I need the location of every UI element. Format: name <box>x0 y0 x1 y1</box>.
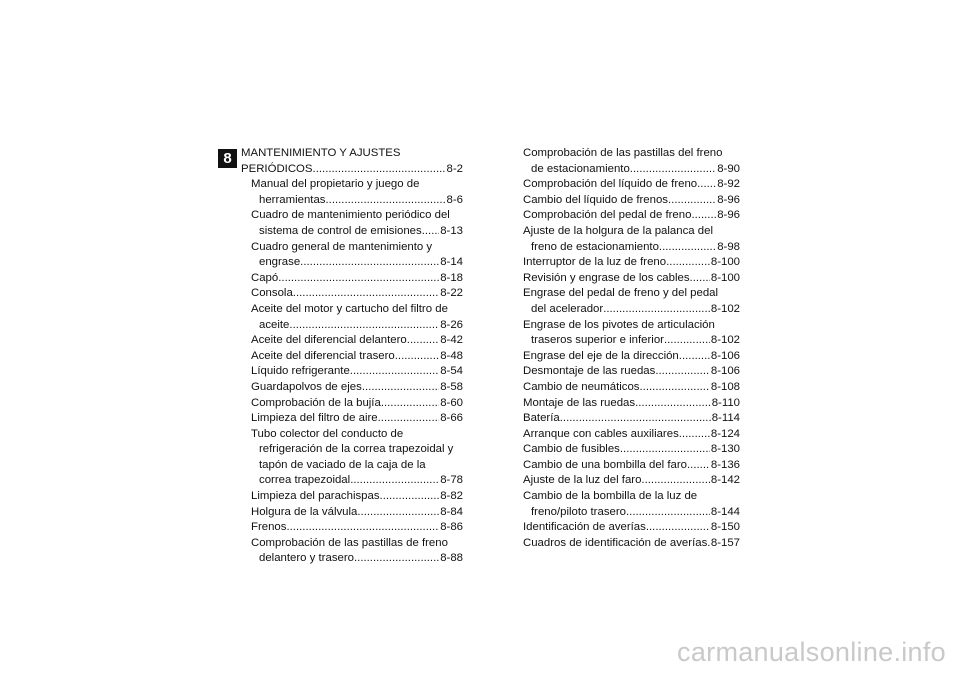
toc-entry-text: Cuadro general de mantenimiento y <box>251 240 433 253</box>
toc-entry[interactable] <box>241 505 463 521</box>
toc-entry-last-line <box>251 396 463 412</box>
dot-leader <box>350 364 439 380</box>
toc-entry[interactable] <box>523 536 740 552</box>
dot-leader <box>690 271 710 287</box>
toc-entry-last-line <box>251 364 463 380</box>
toc-entry-last-line <box>251 271 463 287</box>
toc-entry-text: delantero y trasero <box>259 552 354 565</box>
toc-entry-last-line <box>523 411 740 427</box>
toc-entry-text: Limpieza del parachispas <box>251 490 380 503</box>
toc-entry-text: Cambio de una bombilla del faro <box>523 458 687 471</box>
toc-entry-page-number: 8-14 <box>440 256 463 269</box>
dot-leader <box>300 255 439 271</box>
toc-entry-page-number: 8-144 <box>710 505 740 518</box>
dot-leader <box>313 162 446 178</box>
toc-entry-text: tapón de vaciado de la caja de la <box>259 458 426 471</box>
toc-entry-page-number: 8-114 <box>711 412 740 425</box>
toc-entry-text: Aceite del motor y cartucho del filtro de <box>251 302 448 315</box>
toc-entry-last-line <box>251 473 463 489</box>
toc-entry-page-number: 8-84 <box>440 505 463 518</box>
toc-entry-page-number: 8-58 <box>440 380 463 393</box>
dot-leader <box>289 318 439 334</box>
dot-leader <box>655 364 710 380</box>
toc-entry-page-number: 8-13 <box>440 224 463 237</box>
dot-leader <box>626 505 710 521</box>
toc-entry-last-line <box>523 162 740 178</box>
toc-entry-page-number: 8-130 <box>710 443 740 456</box>
toc-entry-text: Comprobación de la bujía <box>251 396 381 409</box>
toc-entry-last-line <box>523 302 740 318</box>
toc-entry[interactable] <box>241 427 463 489</box>
toc-entry-text: Revisión y engrase de los cables <box>523 271 690 284</box>
toc-entry-page-number: 8-100 <box>710 256 740 269</box>
toc-entry-text: Comprobación de las pastillas del freno <box>523 147 723 159</box>
watermark: carmanualsonline.info <box>677 637 946 667</box>
toc-entry[interactable] <box>523 255 740 271</box>
toc-entry-text: Cambio de la bombilla de la luz de <box>523 490 698 503</box>
dot-leader <box>381 396 439 412</box>
dot-leader <box>422 224 439 240</box>
toc-entry-text: refrigeración de la correa trapezoidal y <box>259 443 454 456</box>
toc-entry[interactable] <box>523 193 740 209</box>
toc-entry-text: Limpieza del filtro de aire <box>251 412 378 425</box>
dot-leader <box>560 411 711 427</box>
toc-entry[interactable] <box>241 396 463 412</box>
toc-entry-text: Ajuste de la holgura de la palanca del <box>523 224 713 237</box>
toc-entry[interactable] <box>523 318 740 349</box>
toc-entry-page-number: 8-48 <box>440 349 463 362</box>
toc-entry-last-line <box>523 458 740 474</box>
toc-entry-text: Capó <box>251 271 279 284</box>
toc-entry-last-line <box>251 286 463 302</box>
toc-entry-last-line <box>251 489 463 505</box>
toc-entry-page-number: 8-22 <box>440 287 463 300</box>
toc-entry-last-line <box>251 505 463 521</box>
toc-entry-page-number: 8-124 <box>710 427 740 440</box>
toc-section-heading[interactable] <box>241 146 463 177</box>
toc-entry[interactable] <box>523 520 740 536</box>
toc-entry-page-number: 8-157 <box>710 536 740 549</box>
toc-entry[interactable] <box>241 520 463 536</box>
toc-entry-page-number: 8-108 <box>710 380 740 393</box>
toc-entry-page-number: 8-96 <box>717 193 740 206</box>
heading-line-1: MANTENIMIENTO Y AJUSTES <box>241 147 401 159</box>
toc-entry-page-number: 8-106 <box>710 349 740 362</box>
dot-leader <box>357 505 439 521</box>
toc-entry-last-line <box>251 255 463 271</box>
toc-entry-text: Tubo colector del conducto de <box>251 427 404 440</box>
toc-entry[interactable] <box>523 427 740 443</box>
toc-entry-last-line <box>523 255 740 271</box>
toc-entry-text: Guardapolvos de ejes <box>251 380 362 393</box>
toc-entry-last-line <box>523 396 740 412</box>
toc-entry-last-line <box>523 505 740 521</box>
toc-entry[interactable] <box>523 271 740 287</box>
toc-entry-last-line <box>251 333 463 349</box>
toc-entry-text: engrase <box>259 256 301 269</box>
toc-entry[interactable] <box>523 473 740 489</box>
toc-entry-last-line <box>251 520 463 536</box>
toc-entry-page-number: 8-136 <box>710 458 740 471</box>
toc-entry-page-number: 8-86 <box>440 521 463 534</box>
toc-entry-page-number: 8-92 <box>717 178 740 191</box>
toc-entry-last-line <box>523 427 740 443</box>
dot-leader <box>378 411 440 427</box>
toc-entry-text: del acelerador <box>531 302 604 315</box>
toc-right-column <box>523 146 740 551</box>
toc-entry[interactable] <box>241 240 463 271</box>
toc-entry-last-line <box>251 349 463 365</box>
toc-entry[interactable] <box>241 333 463 349</box>
toc-entry-text: Interruptor de la luz de freno <box>523 256 667 269</box>
toc-entry[interactable] <box>241 380 463 396</box>
toc-entry-page-number: 8-90 <box>717 162 740 175</box>
toc-entry-last-line <box>523 208 740 224</box>
toc-entry-text: Aceite del diferencial trasero <box>251 349 395 362</box>
toc-entry-text: Montaje de las ruedas <box>523 396 636 409</box>
toc-entry-page-number: 8-54 <box>440 365 463 378</box>
toc-entry-text: Manual del propietario y juego de <box>251 178 420 191</box>
toc-entry-page-number: 8-42 <box>440 334 463 347</box>
toc-entry-page-number: 8-26 <box>440 318 463 331</box>
toc-entry-text: Ajuste de la luz del faro <box>523 474 642 487</box>
toc-entry-page-number: 8-150 <box>710 521 740 534</box>
toc-entry-page-number: 8-82 <box>440 490 463 503</box>
toc-entry-text: de estacionamiento <box>531 162 630 175</box>
toc-entry-page-number: 8-142 <box>710 474 740 487</box>
dot-leader <box>664 333 710 349</box>
toc-entry-last-line <box>523 380 740 396</box>
toc-entry-page-number: 8-98 <box>717 240 740 253</box>
toc-entry[interactable] <box>241 489 463 505</box>
toc-entry-text: Engrase del pedal de freno y del pedal <box>523 287 719 300</box>
toc-entry[interactable] <box>523 177 740 193</box>
toc-entry-text: Cuadros de identificación de averías <box>523 536 708 549</box>
toc-entry-page-number: 8-106 <box>710 365 740 378</box>
toc-entry-text: Identificación de averías <box>523 521 646 534</box>
toc-entry[interactable] <box>523 364 740 380</box>
toc-left-entries <box>241 177 463 567</box>
toc-entry[interactable] <box>241 208 463 239</box>
toc-entry-page-number: 8-18 <box>440 271 463 284</box>
dot-leader <box>691 208 716 224</box>
toc-entry-last-line <box>251 318 463 334</box>
toc-entry-text: Arranque con cables auxiliares <box>523 427 679 440</box>
dot-leader <box>659 240 716 256</box>
toc-entry-last-line <box>523 536 740 552</box>
toc-entry[interactable] <box>241 302 463 333</box>
toc-entry-text: Holgura de la válvula <box>251 505 358 518</box>
toc-entry-page-number: 8-102 <box>710 302 740 315</box>
toc-entry-last-line <box>523 271 740 287</box>
toc-entry-last-line <box>523 177 740 193</box>
toc-entry-page-number: 8-78 <box>440 474 463 487</box>
dot-leader <box>293 286 439 302</box>
toc-entry[interactable] <box>523 380 740 396</box>
toc-entry-text: Líquido refrigerante <box>251 365 350 378</box>
dot-leader <box>620 442 710 458</box>
toc-entry-last-line <box>523 520 740 536</box>
dot-leader <box>668 193 716 209</box>
toc-entry-text: sistema de control de emisiones <box>259 224 422 237</box>
dot-leader <box>278 271 439 287</box>
toc-entry-page-number: 8-6 <box>446 193 463 206</box>
toc-entry[interactable] <box>241 349 463 365</box>
heading-text: PERIÓDICOS <box>241 162 313 175</box>
dot-leader <box>603 302 710 318</box>
toc-entry-last-line <box>523 240 740 256</box>
toc-entry-last-line <box>523 364 740 380</box>
toc-entry-last-line <box>251 224 463 240</box>
toc-entry[interactable] <box>241 271 463 287</box>
dot-leader <box>286 520 439 536</box>
toc-entry[interactable] <box>523 458 740 474</box>
toc-entry-text: herramientas <box>259 193 326 206</box>
chapter-tab: 8 <box>218 149 237 168</box>
toc-entry-text: freno de estacionamiento <box>531 240 659 253</box>
dot-leader <box>640 380 710 396</box>
toc-entry-page-number: 8-110 <box>711 396 740 409</box>
toc-entry[interactable] <box>523 489 740 520</box>
heading-page-number: 8-2 <box>446 162 463 175</box>
dot-leader <box>679 349 710 365</box>
toc-entry-text: Consola <box>251 287 293 300</box>
heading-line-2 <box>241 162 463 178</box>
toc-entry[interactable] <box>523 349 740 365</box>
dot-leader <box>354 551 439 567</box>
toc-entry[interactable] <box>523 208 740 224</box>
toc-left-column <box>241 146 463 567</box>
toc-entry-text: Cuadro de mantenimiento periódico del <box>251 209 450 222</box>
toc-entry-last-line <box>251 551 463 567</box>
toc-entry-text: Comprobación de las pastillas de freno <box>251 536 448 549</box>
toc-entry[interactable] <box>241 177 463 208</box>
dot-leader <box>407 333 439 349</box>
dot-leader <box>697 177 716 193</box>
toc-entry[interactable] <box>523 442 740 458</box>
toc-entry-page-number: 8-102 <box>710 334 740 347</box>
toc-entry[interactable] <box>241 286 463 302</box>
toc-entry-last-line <box>523 193 740 209</box>
toc-entry-last-line <box>251 411 463 427</box>
toc-entry-text: Desmontaje de las ruedas <box>523 365 656 378</box>
toc-entry-text: Frenos <box>251 521 287 534</box>
toc-entry-text: aceite <box>259 318 290 331</box>
dot-leader <box>687 458 710 474</box>
toc-entry-text: Cambio del líquido de frenos <box>523 193 669 206</box>
dot-leader <box>666 255 710 271</box>
toc-entry[interactable] <box>241 536 463 567</box>
dot-leader <box>641 473 709 489</box>
toc-entry-text: Engrase del eje de la dirección <box>523 349 679 362</box>
toc-entry-last-line <box>523 349 740 365</box>
toc-entry-text: correa trapezoidal <box>259 474 351 487</box>
dot-leader <box>395 349 439 365</box>
dot-leader <box>350 473 439 489</box>
toc-entry-page-number: 8-60 <box>440 396 463 409</box>
dot-leader <box>325 193 445 209</box>
toc-entry-page-number: 8-100 <box>710 271 740 284</box>
toc-entry[interactable] <box>241 364 463 380</box>
toc-entry-page-number: 8-66 <box>440 412 463 425</box>
dot-leader <box>630 162 716 178</box>
toc-entry-text: Engrase de los pivotes de articulación <box>523 318 715 331</box>
toc-entry-last-line <box>523 333 740 349</box>
toc-entry[interactable] <box>523 146 740 177</box>
dot-leader <box>646 520 710 536</box>
dot-leader <box>362 380 439 396</box>
toc-entry-text: Cambio de neumáticos <box>523 380 640 393</box>
toc-entry-text: Comprobación del pedal de freno <box>523 209 692 222</box>
dot-leader <box>380 489 440 505</box>
toc-entry-text: traseros superior e inferior <box>531 334 664 347</box>
toc-entry-last-line <box>523 473 740 489</box>
toc-entry-text: Cambio de fusibles <box>523 443 620 456</box>
toc-entry[interactable] <box>523 224 740 255</box>
toc-entry-page-number: 8-96 <box>717 209 740 222</box>
toc-entry-text: Batería <box>523 412 560 425</box>
dot-leader <box>679 427 710 443</box>
toc-entry-text: Comprobación del líquido de freno <box>523 178 698 191</box>
toc-entry-last-line <box>523 442 740 458</box>
toc-entry-text: freno/piloto trasero <box>531 505 626 518</box>
toc-entry-text: Aceite del diferencial delantero <box>251 334 407 347</box>
toc-right-entries <box>523 146 740 551</box>
toc-entry[interactable] <box>241 411 463 427</box>
toc-entry-last-line <box>251 193 463 209</box>
toc-entry[interactable] <box>523 411 740 427</box>
toc-entry[interactable] <box>523 286 740 317</box>
dot-leader <box>635 396 711 412</box>
toc-entry[interactable] <box>523 396 740 412</box>
toc-entry-page-number: 8-88 <box>440 552 463 565</box>
toc-entry-last-line <box>251 380 463 396</box>
